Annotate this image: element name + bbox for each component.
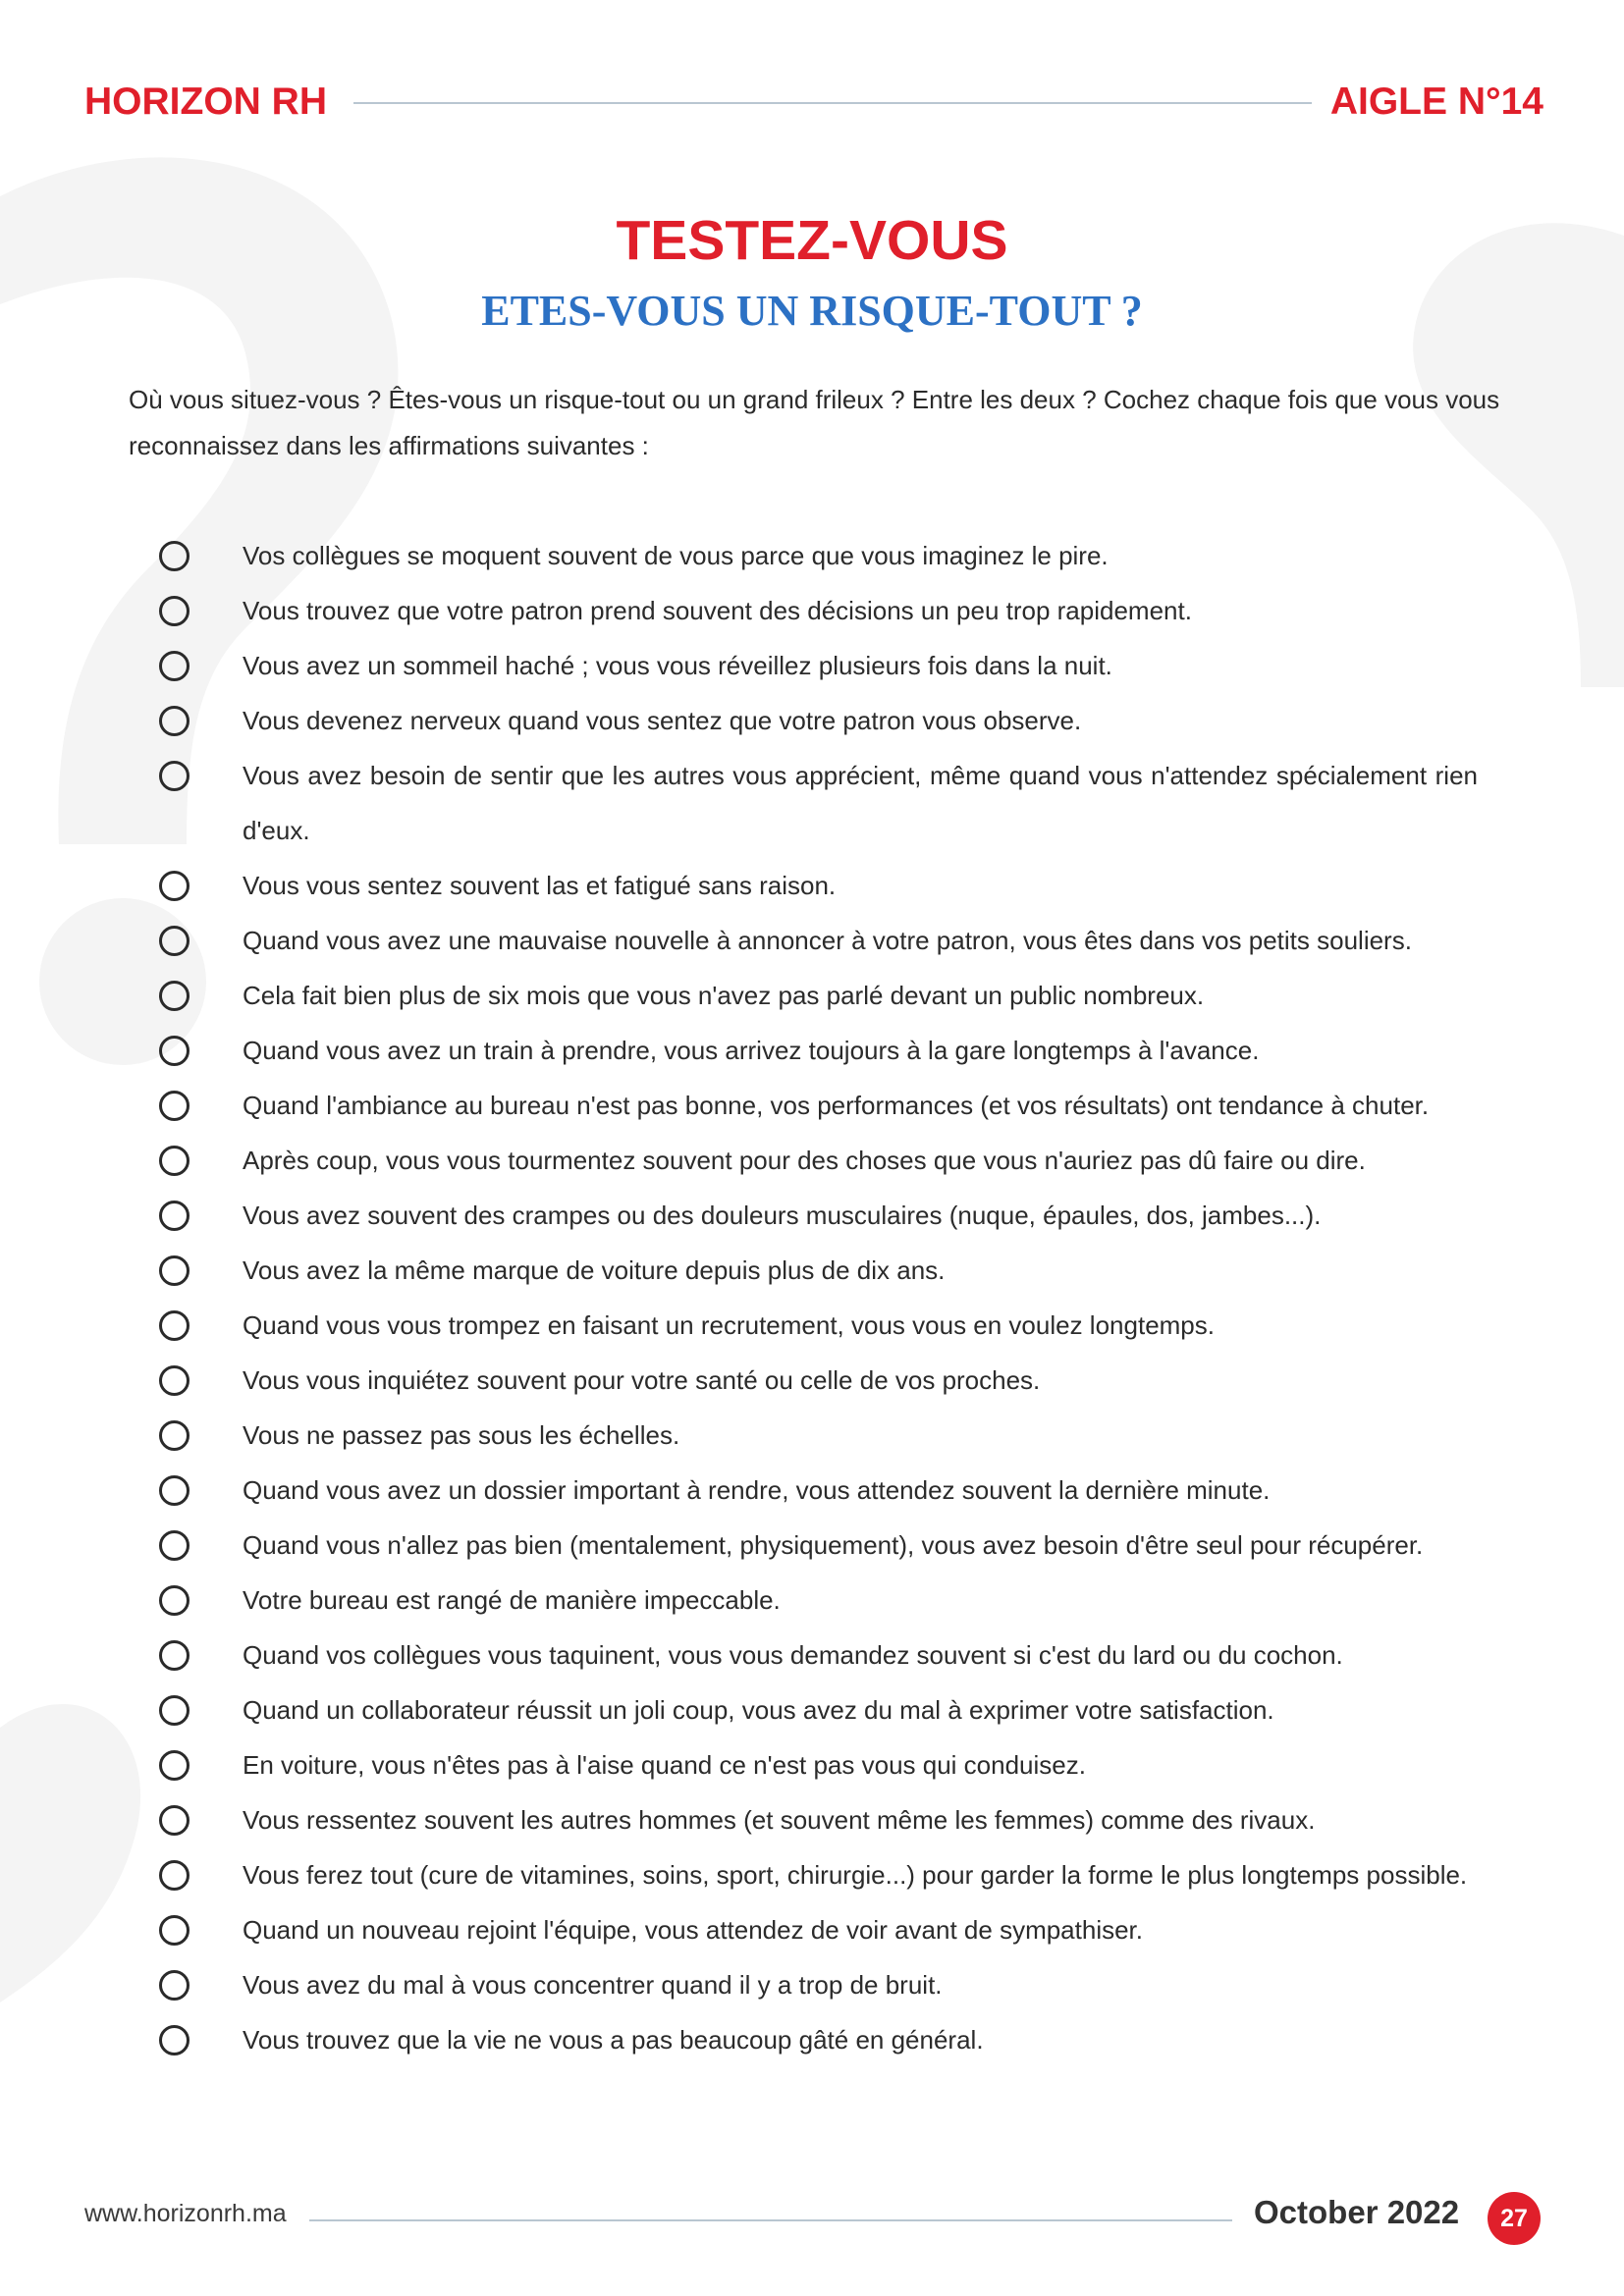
checkbox-circle[interactable] [159,1146,189,1176]
item-text: Quand vous avez une mauvaise nouvelle à annoncer à votre patron, vous êtes dans vos petits souliers. [243,926,1412,955]
checkbox-circle[interactable] [159,1310,189,1341]
issue-date: October 2022 [1254,2194,1460,2230]
checkbox-circle[interactable] [159,1695,189,1726]
checkbox-circle[interactable] [159,1530,189,1561]
item-text: Vous vous inquiétez souvent pour votre santé ou celle de vos proches. [243,1365,1041,1395]
website-link[interactable]: www.horizonrh.ma [84,2200,287,2227]
checkbox-circle[interactable] [159,1255,189,1286]
checkbox-circle[interactable] [159,1475,189,1506]
checkbox-circle[interactable] [159,1091,189,1121]
item-text: En voiture, vous n'êtes pas à l'aise quand ce n'est pas vous qui conduisez. [243,1750,1086,1780]
list-item [0,1408,1624,1463]
page-number-badge: 27 [1488,2192,1541,2245]
item-text: Quand vous n'allez pas bien (mentalement, physiquement), vous avez besoin d'être seul pour récupérer. [243,1530,1424,1560]
list-item [0,968,1624,1023]
checkbox-circle[interactable] [159,541,189,571]
item-text: Quand vous avez un train à prendre, vous arrivez toujours à la gare longtemps à l'avance. [243,1036,1260,1065]
header-rule [353,102,1312,104]
list-item [0,2012,1624,2067]
list-item [0,1243,1624,1298]
list-item [0,528,1624,583]
checkbox-circle[interactable] [159,1915,189,1946]
item-text: Vous avez besoin de sentir que les autres vous apprécient, même quand vous n'attendez spécialement rien d'eux. [243,761,1478,845]
checkbox-circle[interactable] [159,706,189,736]
checkbox-circle[interactable] [159,926,189,956]
checkbox-circle[interactable] [159,1805,189,1836]
list-item [0,1628,1624,1682]
item-text: Vous trouvez que votre patron prend souvent des décisions un peu trop rapidement. [243,596,1192,625]
item-text: Votre bureau est rangé de manière impeccable. [243,1585,781,1615]
item-text: Vous devenez nerveux quand vous sentez que votre patron vous observe. [243,706,1082,735]
checkbox-circle[interactable] [159,871,189,901]
item-text: Quand l'ambiance au bureau n'est pas bonne, vos performances (et vos résultats) ont tendance à chuter. [243,1091,1430,1120]
checklist [0,528,1624,2067]
list-item [0,583,1624,638]
item-text: Vous avez du mal à vous concentrer quand il y a trop de bruit. [243,1970,943,2000]
checkbox-circle[interactable] [159,1420,189,1451]
checkbox-circle[interactable] [159,1365,189,1396]
item-text: Vous vous sentez souvent las et fatigué sans raison. [243,871,837,900]
list-item [0,1847,1624,1902]
page-subtitle: ETES-VOUS UN RISQUE-TOUT ? [481,287,1143,335]
list-item [0,1682,1624,1737]
item-text: Après coup, vous vous tourmentez souvent pour des choses que vous n'auriez pas dû faire ou dire. [243,1146,1366,1175]
intro-paragraph: Où vous situez-vous ? Êtes-vous un risque-tout ou un grand frileux ? Entre les deux ? Cochez chaque fois que vous vous reconnaissez dans les affirmations suivantes : [129,385,1500,460]
list-item [0,1078,1624,1133]
list-item [0,1298,1624,1353]
checkbox-circle[interactable] [159,1860,189,1891]
list-item [0,1957,1624,2012]
item-text: Vous avez un sommeil haché ; vous vous réveillez plusieurs fois dans la nuit. [243,651,1112,680]
list-item [0,638,1624,693]
list-item [0,1353,1624,1408]
checkbox-circle[interactable] [159,761,189,791]
checkbox-circle[interactable] [159,2025,189,2056]
item-text: Vos collègues se moquent souvent de vous parce que vous imaginez le pire. [243,541,1109,570]
item-text: Cela fait bien plus de six mois que vous n'avez pas parlé devant un public nombreux. [243,981,1205,1010]
checkbox-circle[interactable] [159,651,189,681]
issue-number: AIGLE N°14 [1329,80,1543,123]
checkbox-circle[interactable] [159,596,189,626]
item-text: Vous avez la même marque de voiture depuis plus de dix ans. [243,1255,946,1285]
item-text: Quand vos collègues vous taquinent, vous vous demandez souvent si c'est du lard ou du cochon. [243,1640,1343,1670]
footer-rule [309,2219,1232,2221]
checkbox-circle[interactable] [159,981,189,1011]
item-text: Vous ressentez souvent les autres hommes (et souvent même les femmes) comme des rivaux. [243,1805,1316,1835]
checkbox-circle[interactable] [159,1970,189,2001]
item-text: Vous trouvez que la vie ne vous a pas beaucoup gâté en général. [243,2025,984,2055]
list-item [0,1902,1624,1957]
item-text: Quand vous avez un dossier important à rendre, vous attendez souvent la dernière minute. [243,1475,1271,1505]
page-title: TESTEZ-VOUS [616,209,1008,272]
item-text: Vous ferez tout (cure de vitamines, soins, sport, chirurgie...) pour garder la forme le plus longtemps possible. [243,1860,1468,1890]
item-text: Quand vous vous trompez en faisant un recrutement, vous vous en voulez longtemps. [243,1310,1215,1340]
checkbox-circle[interactable] [159,1201,189,1231]
item-text: Vous avez souvent des crampes ou des douleurs musculaires (nuque, épaules, dos, jambes...). [243,1201,1322,1230]
item-text: Vous ne passez pas sous les échelles. [243,1420,680,1450]
list-item [0,1737,1624,1792]
list-item [0,1463,1624,1518]
list-item [0,858,1624,913]
item-text: Quand un collaborateur réussit un joli coup, vous avez du mal à exprimer votre satisfaction. [243,1695,1274,1725]
list-item [0,1023,1624,1078]
list-item [0,913,1624,968]
checkbox-circle[interactable] [159,1585,189,1616]
list-item [0,693,1624,748]
list-item [0,1573,1624,1628]
checkbox-circle[interactable] [159,1036,189,1066]
checkbox-circle[interactable] [159,1750,189,1781]
list-item [0,1188,1624,1243]
item-text: Quand un nouveau rejoint l'équipe, vous attendez de voir avant de sympathiser. [243,1915,1144,1945]
list-item [0,1133,1624,1188]
list-item [0,1518,1624,1573]
list-item [0,748,1624,858]
list-item [0,1792,1624,1847]
checkbox-circle[interactable] [159,1640,189,1671]
brand-logo: HORIZON RH [84,80,327,123]
